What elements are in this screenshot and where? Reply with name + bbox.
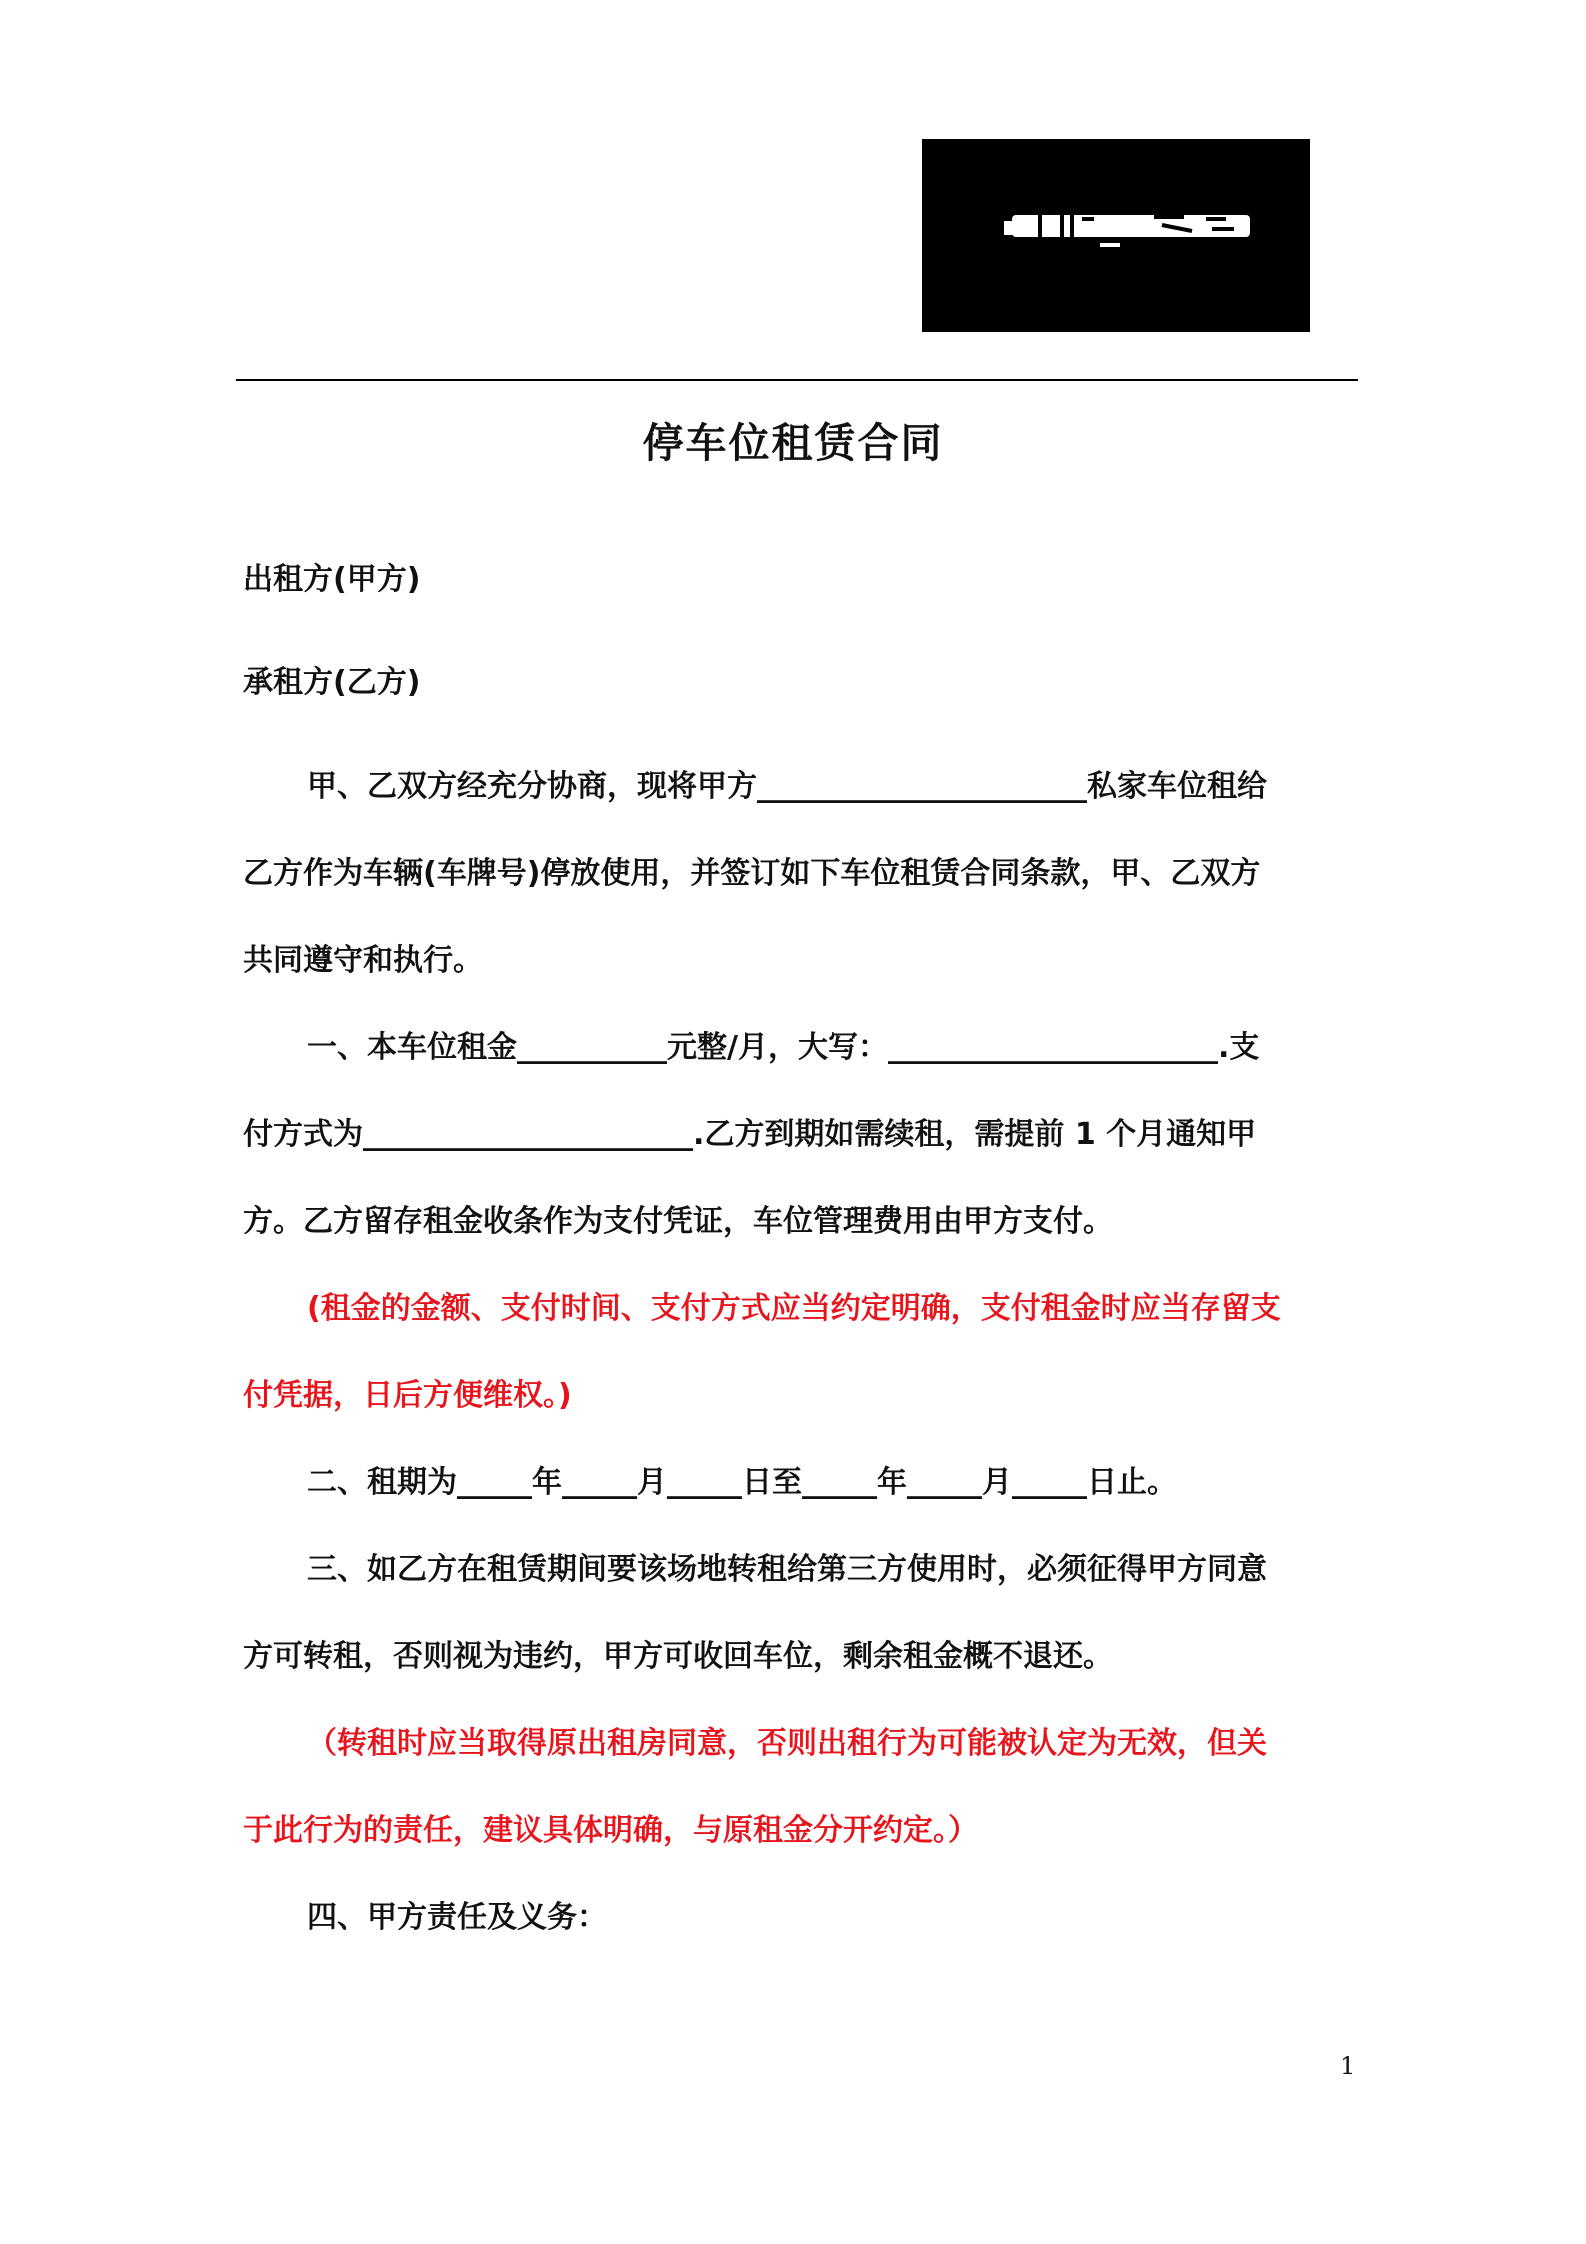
intro-line-1: 甲、乙双方经充分协商，现将甲方______________________私家车位租给 [307, 769, 1267, 804]
logo-mark-left [1004, 221, 1014, 235]
intro-line-3: 共同遵守和执行。 [243, 943, 483, 978]
header-logo [922, 139, 1310, 332]
lessor-line: 出租方(甲方) [243, 562, 421, 597]
note3-line-2: 于此行为的责任，建议具体明确，与原租金分开约定。） [243, 1813, 978, 1848]
note1-line-1: (租金的金额、支付时间、支付方式应当约定明确，支付租金时应当存留支 [307, 1291, 1281, 1326]
clause4-heading: 四、甲方责任及义务： [307, 1900, 607, 1935]
logo-subtext [1100, 243, 1120, 247]
document-title: 停车位租赁合同 [642, 419, 944, 467]
note1-line-2: 付凭据，日后方便维权。) [243, 1378, 572, 1413]
clause3-line-2: 方可转租，否则视为违约，甲方可收回车位，剩余租金概不退还。 [243, 1639, 1113, 1674]
note3-line-1: （转租时应当取得原出租房同意，否则出租行为可能被认定为无效，但关 [307, 1726, 1267, 1761]
clause2-line: 二、租期为_____年_____月_____日至_____年_____月_____日止。 [307, 1465, 1177, 1500]
clause1-line-2: 付方式为______________________.乙方到期如需续租，需提前 1 个月通知甲 [243, 1117, 1257, 1152]
lessee-line: 承租方(乙方) [243, 665, 421, 700]
logo-graphic [922, 139, 1310, 332]
intro-line-2: 乙方作为车辆(车牌号)停放使用，并签订如下车位租赁合同条款，甲、乙双方 [243, 856, 1261, 891]
clause1-line-3: 方。乙方留存租金收条作为支付凭证，车位管理费用由甲方支付。 [243, 1204, 1113, 1239]
header-rule [236, 379, 1358, 381]
clause1-line-1: 一、本车位租金__________元整/月，大写：______________________.支 [307, 1030, 1260, 1065]
page-number: 1 [1340, 2052, 1356, 2080]
clause3-line-1: 三、如乙方在租赁期间要该场地转租给第三方使用时，必须征得甲方同意 [307, 1552, 1267, 1587]
